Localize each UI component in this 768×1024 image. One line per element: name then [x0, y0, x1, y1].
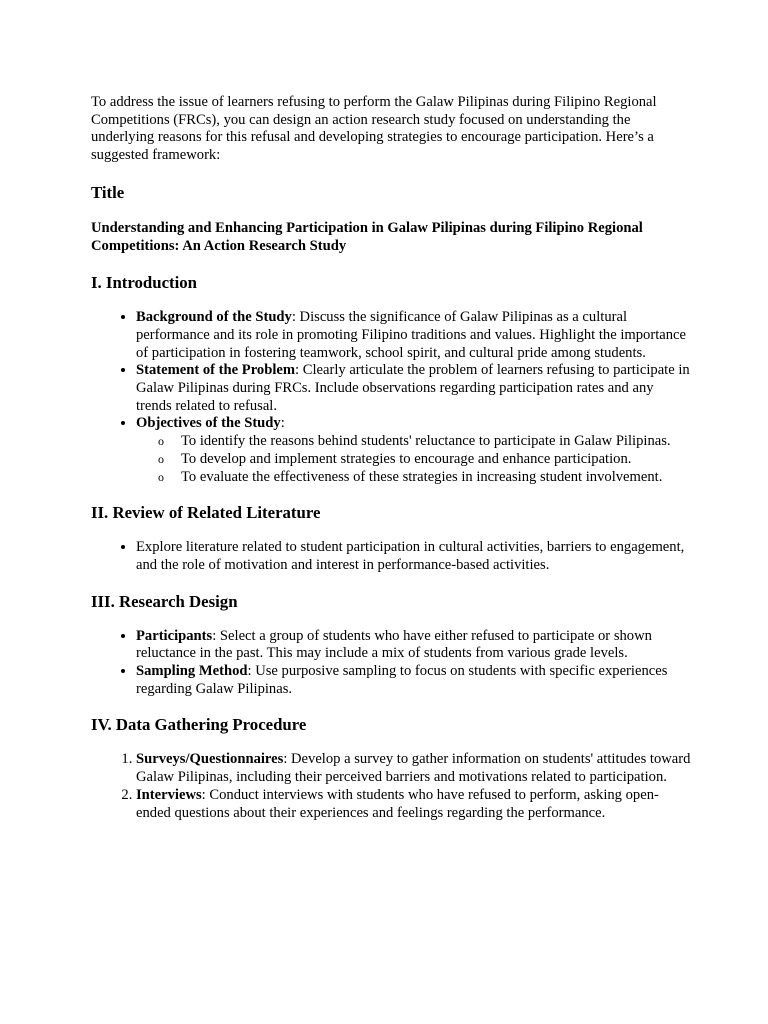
literature-list	[91, 539, 691, 574]
procedure-list	[91, 751, 691, 822]
objective-text: To identify the reasons behind students' reluctance to participate in Galaw Pilipinas.	[181, 433, 671, 450]
list-item-term: Objectives of the Study	[136, 415, 281, 432]
list-item-term: Interviews	[136, 786, 202, 803]
list-item-term: Sampling Method	[136, 663, 248, 680]
list-item-text: : Select a group of students who have either refused to participate or shown reluctance in the past. This may include a mix of students from various grade levels.	[136, 627, 652, 662]
procedure-heading: IV. Data Gathering Procedure	[91, 715, 307, 735]
list-item-text: Explore literature related to student participation in cultural activities, barriers to engagement, and the role of motivation and interest in performance-based activities.	[136, 539, 685, 573]
list-item	[136, 309, 691, 362]
study-title: Understanding and Enhancing Participation in Galaw Pilipinas during Filipino Regional Competitions: An Action Research Study	[91, 219, 643, 254]
list-item	[136, 751, 691, 786]
objective-item	[158, 433, 691, 451]
list-item	[136, 539, 691, 574]
objectives-list	[136, 433, 691, 486]
list-item-text: : Clearly articulate the problem of learners refusing to participate in Galaw Pilipinas during FRCs. Include observations regarding participation rates and any trends related to refusal.	[136, 362, 690, 414]
list-item	[136, 628, 691, 663]
list-item	[136, 787, 691, 822]
objective-item	[158, 468, 691, 487]
document-page	[91, 94, 691, 839]
list-item-text: :	[280, 415, 285, 432]
introduction-heading: I. Introduction	[91, 273, 197, 293]
design-list	[91, 628, 691, 699]
objective-text: To develop and implement strategies to encourage and enhance participation.	[181, 450, 632, 467]
list-item-text: : Conduct interviews with students who have refused to perform, asking open-ended questions about their experiences and feelings regarding the performance.	[136, 786, 659, 821]
list-item-text: : Use purposive sampling to focus on students with specific experiences regarding Galaw Pilipinas.	[136, 663, 668, 697]
list-item-term: Statement of the Problem	[136, 362, 296, 379]
list-item-term: Participants	[136, 627, 213, 644]
list-item	[136, 362, 691, 415]
literature-heading: II. Review of Related Literature	[91, 503, 321, 523]
list-item-term: Surveys/Questionnaires	[136, 751, 284, 768]
intro-paragraph: To address the issue of learners refusing to perform the Galaw Pilipinas during Filipino Regional Competitions (FRCs), you can design an action research study focused on understanding the underlying reasons for this refusal and developing strategies to encourage participation. Here’s a suggested framework:	[91, 94, 657, 164]
list-item	[136, 415, 691, 486]
list-item-term: Background of the Study	[136, 309, 292, 326]
title-heading: Title	[91, 182, 125, 202]
introduction-list	[91, 309, 691, 486]
list-item	[136, 663, 691, 698]
design-heading: III. Research Design	[91, 591, 238, 611]
objective-item	[158, 450, 691, 469]
objective-bullet: o	[158, 469, 164, 484]
list-item-text: : Develop a survey to gather information on students' attitudes toward Galaw Pilipinas, including their perceived barriers and motivations related to participation.	[136, 751, 691, 786]
list-item-text: : Discuss the significance of Galaw Pilipinas as a cultural performance and its role in promoting Filipino traditions and values. Highlight the importance of participation in fostering teamwork, school spirit, and cultural pride among students.	[136, 309, 686, 361]
objective-text: To evaluate the effectiveness of these strategies in increasing student involvement.	[181, 468, 663, 485]
objective-bullet: o	[158, 434, 164, 449]
objective-bullet: o	[158, 451, 164, 466]
